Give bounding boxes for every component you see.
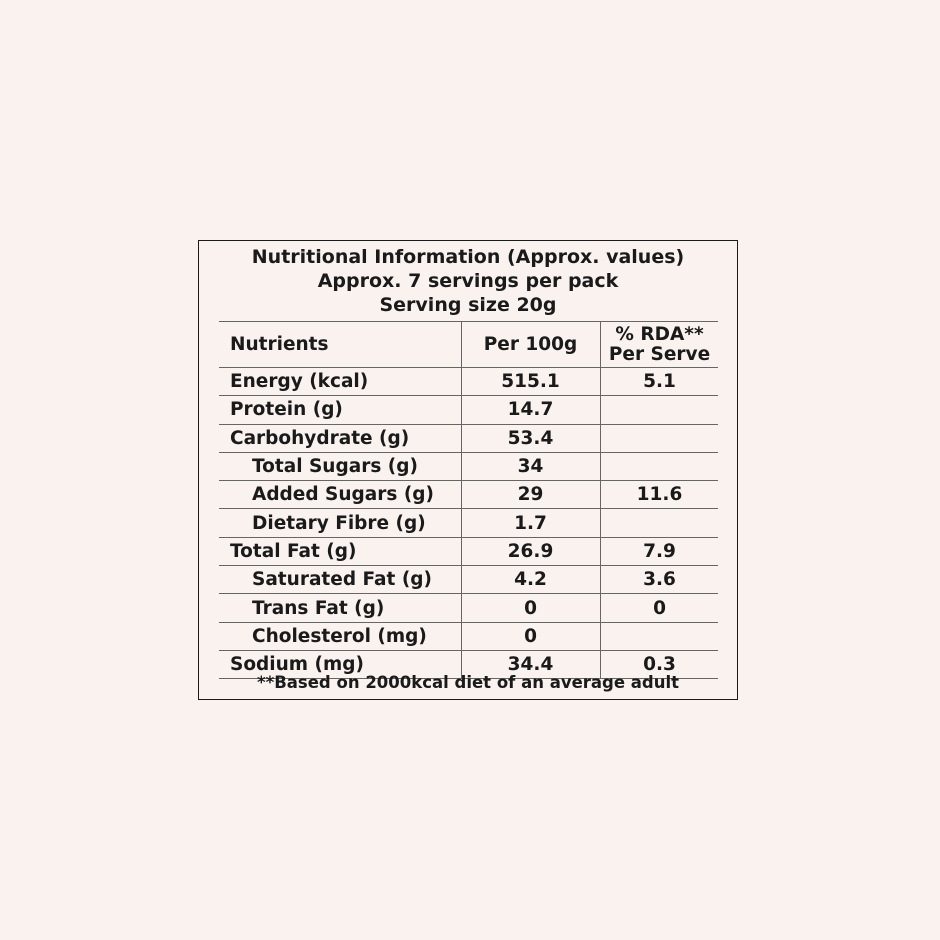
table-row bbox=[219, 566, 718, 594]
per-100g-value: 29 bbox=[517, 484, 544, 506]
rda-value bbox=[601, 623, 718, 650]
per-100g-value: 0 bbox=[524, 597, 537, 619]
table-row bbox=[219, 481, 718, 509]
rda-value: 7.9 bbox=[643, 540, 676, 562]
rda-value bbox=[601, 453, 718, 480]
nutrient-name: Sodium (mg) bbox=[230, 654, 364, 676]
table-row bbox=[219, 594, 718, 622]
rda-header-line2: Per Serve bbox=[608, 343, 711, 365]
table-row bbox=[219, 623, 718, 651]
column-header-nutrients: Nutrients bbox=[230, 334, 329, 355]
rda-value: 3.6 bbox=[643, 569, 676, 591]
per-100g-value: 14.7 bbox=[507, 399, 554, 421]
rda-value: 0.3 bbox=[643, 654, 676, 676]
nutrient-name: Cholesterol (mg) bbox=[252, 625, 427, 647]
per-100g-value: 34.4 bbox=[507, 654, 554, 676]
nutrient-name: Total Fat (g) bbox=[230, 540, 357, 562]
rda-value bbox=[601, 509, 718, 536]
per-100g-value: 53.4 bbox=[507, 427, 554, 449]
footnote: **Based on 2000kcal diet of an average adult bbox=[256, 673, 680, 692]
rda-header-line1: % RDA** bbox=[615, 323, 704, 345]
rda-value: 0 bbox=[653, 597, 666, 619]
nutrition-label bbox=[198, 240, 738, 700]
table-body bbox=[219, 368, 718, 679]
column-header-per-100g: Per 100g bbox=[483, 334, 578, 355]
table-row bbox=[219, 509, 718, 537]
nutrient-name: Carbohydrate (g) bbox=[230, 427, 410, 449]
nutrient-name: Total Sugars (g) bbox=[252, 456, 418, 478]
rda-value: 11.6 bbox=[636, 484, 683, 506]
table-row bbox=[219, 425, 718, 453]
table-header-row bbox=[219, 321, 718, 368]
rda-value bbox=[601, 396, 718, 423]
serving-size: Serving size 20g bbox=[379, 294, 557, 316]
label-header bbox=[199, 245, 737, 317]
column-divider bbox=[600, 321, 601, 679]
table-row bbox=[219, 368, 718, 396]
table-row bbox=[219, 453, 718, 481]
rda-value bbox=[601, 425, 718, 452]
label-title: Nutritional Information (Approx. values) bbox=[251, 246, 685, 268]
nutrition-table bbox=[219, 321, 718, 679]
nutrient-name: Saturated Fat (g) bbox=[252, 569, 432, 591]
per-100g-value: 4.2 bbox=[514, 569, 547, 591]
rda-value: 5.1 bbox=[643, 371, 676, 393]
servings-per-pack: Approx. 7 servings per pack bbox=[317, 270, 619, 292]
per-100g-value: 0 bbox=[524, 625, 537, 647]
table-row bbox=[219, 538, 718, 566]
nutrient-name: Trans Fat (g) bbox=[252, 597, 385, 619]
per-100g-value: 1.7 bbox=[514, 512, 547, 534]
column-divider bbox=[461, 321, 462, 679]
nutrient-name: Protein (g) bbox=[230, 399, 343, 421]
column-header-rda bbox=[601, 322, 718, 367]
table-row bbox=[219, 396, 718, 424]
nutrient-name: Added Sugars (g) bbox=[252, 484, 434, 506]
nutrient-name: Dietary Fibre (g) bbox=[252, 512, 426, 534]
per-100g-value: 34 bbox=[517, 456, 544, 478]
per-100g-value: 26.9 bbox=[507, 540, 554, 562]
per-100g-value: 515.1 bbox=[501, 371, 560, 393]
nutrient-name: Energy (kcal) bbox=[230, 371, 369, 393]
